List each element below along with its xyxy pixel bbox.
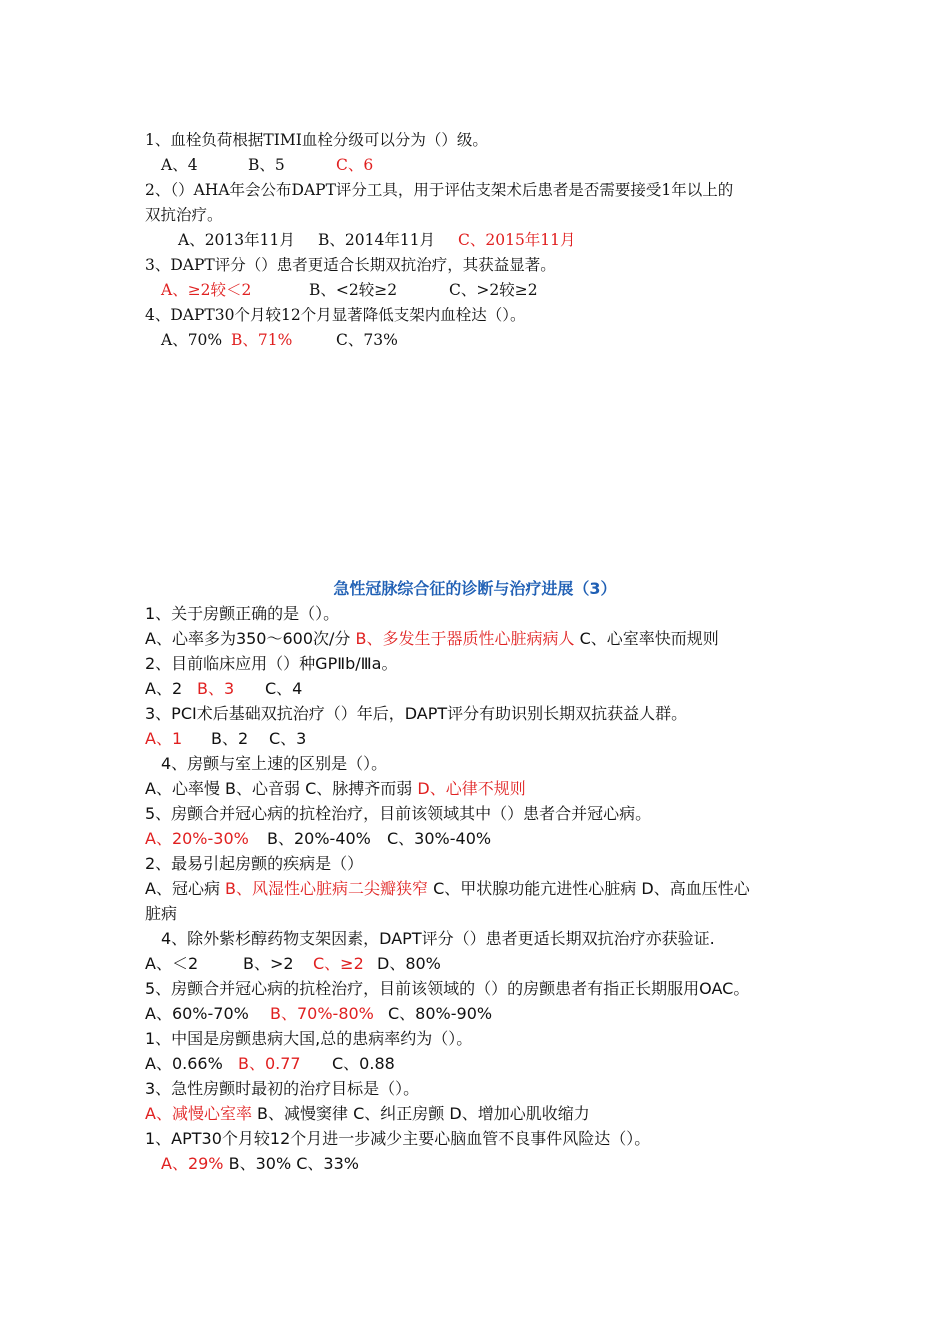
question-stem: 1、中国是房颤患病大国,总的患病率约为（）。 — [145, 1029, 473, 1048]
options-row — [161, 278, 538, 300]
option-b: B、心音弱 — [225, 779, 301, 798]
options-row — [145, 776, 526, 799]
option-b: B、5 — [248, 156, 285, 174]
option-c-answer: C、6 — [336, 156, 374, 174]
option-c: C、心室率快而规则 — [579, 629, 719, 648]
option-a: A、冠心病 — [145, 879, 220, 898]
option-a: A、4 — [161, 156, 198, 174]
question-stem: 5、房颤合并冠心病的抗栓治疗，目前该领域其中（）患者合并冠心病。 — [145, 804, 652, 823]
option-c-answer: C、≥2 — [313, 954, 364, 973]
option-a: A、70% — [161, 331, 223, 349]
option-d-continued: 脏病 — [145, 904, 178, 923]
option-a-answer: A、≥2较＜2 — [161, 281, 252, 299]
options-row — [145, 626, 719, 649]
options-row — [178, 228, 576, 250]
options-row — [161, 153, 373, 175]
question-stem: 4、除外紫杉醇药物支架因素，DAPT评分（）患者更适长期双抗治疗亦获验证. — [161, 929, 715, 948]
option-b: B、2 — [211, 729, 249, 748]
options-row — [145, 1051, 395, 1074]
section-title: 急性冠脉综合征的诊断与治疗进展（3） — [333, 579, 617, 598]
option-b: B、30% — [228, 1154, 292, 1173]
option-a-answer: A、29% — [161, 1154, 224, 1173]
option-c: C、73% — [336, 331, 398, 349]
option-a: A、心率多为350～600次/分 — [145, 629, 351, 648]
options-row — [145, 951, 441, 974]
option-c: C、4 — [265, 679, 303, 698]
question-stem: 4、房颤与室上速的区别是（）。 — [161, 754, 388, 773]
option-d-answer: D、心律不规则 — [417, 779, 526, 798]
option-b-answer: B、3 — [197, 679, 235, 698]
option-a-answer: A、1 — [145, 729, 183, 748]
options-row — [161, 328, 398, 350]
option-c: C、甲状腺功能亢进性心脏病 — [433, 879, 637, 898]
question-stem: 3、DAPT评分（）患者更适合长期双抗治疗，其获益显著。 — [145, 256, 556, 274]
option-b-answer: B、风湿性心脏病二尖瓣狭窄 — [225, 879, 429, 898]
option-a: A、2013年11月 — [178, 231, 295, 249]
options-row — [145, 1001, 492, 1024]
option-c: C、33% — [296, 1154, 359, 1173]
option-b-answer: B、71% — [231, 331, 293, 349]
option-a-answer: A、减慢心室率 — [145, 1104, 252, 1123]
question-stem: 3、急性房颤时最初的治疗目标是（）。 — [145, 1079, 420, 1098]
question-stem: 2、最易引起房颤的疾病是（） — [145, 854, 364, 873]
option-d: D、增加心肌收缩力 — [449, 1104, 590, 1123]
option-b: B、<2较≥2 — [309, 281, 398, 299]
option-d: D、高血压性心 — [641, 879, 750, 898]
options-row — [145, 826, 491, 849]
option-a: A、0.66% — [145, 1054, 223, 1073]
option-b-answer: B、多发生于器质性心脏病病人 — [355, 629, 575, 648]
option-c: C、0.88 — [332, 1054, 395, 1073]
question-stem: 3、PCI术后基础双抗治疗（）年后，DAPT评分有助识别长期双抗获益人群。 — [145, 704, 688, 723]
option-a: A、2 — [145, 679, 183, 698]
option-c: C、3 — [269, 729, 307, 748]
option-a: A、＜2 — [145, 954, 199, 973]
question-stem: 1、血栓负荷根据TIMI血栓分级可以分为（）级。 — [145, 131, 488, 149]
question-stem: 2、（）AHA年会公布DAPT评分工具，用于评估支架术后患者是否需要接受1年以上的 — [145, 181, 734, 199]
option-c: C、纠正房颤 — [353, 1104, 445, 1123]
option-c: C、>2较≥2 — [449, 281, 538, 299]
question-stem: 2、目前临床应用（）种GPⅡb/Ⅲa。 — [145, 654, 398, 673]
option-c: C、30%-40% — [387, 829, 492, 848]
option-b: B、20%-40% — [267, 829, 371, 848]
question-stem: 5、房颤合并冠心病的抗栓治疗，目前该领域的（）的房颤患者有指正长期服用OAC。 — [145, 979, 750, 998]
question-stem: 4、DAPT30个月较12个月显著降低支架内血栓达（）。 — [145, 306, 526, 324]
option-a: A、60%-70% — [145, 1004, 249, 1023]
options-row — [145, 726, 306, 749]
option-b-answer: B、70%-80% — [270, 1004, 374, 1023]
options-row — [145, 1101, 590, 1124]
options-row — [145, 876, 750, 899]
options-row — [161, 1151, 359, 1174]
options-row — [145, 676, 302, 699]
question-stem: 1、APT30个月较12个月进一步减少主要心脑血管不良事件风险达（）。 — [145, 1129, 651, 1148]
question-stem: 1、关于房颤正确的是（）。 — [145, 604, 340, 623]
option-b: B、2014年11月 — [318, 231, 436, 249]
option-b: B、>2 — [243, 954, 294, 973]
question-stem-continued: 双抗治疗。 — [145, 206, 223, 224]
option-c: C、脉搏齐而弱 — [305, 779, 413, 798]
option-b: B、减慢窦律 — [257, 1104, 349, 1123]
option-b-answer: B、0.77 — [238, 1054, 301, 1073]
option-d: D、80% — [377, 954, 441, 973]
option-a: A、心率慢 — [145, 779, 220, 798]
option-a-answer: A、20%-30% — [145, 829, 249, 848]
option-c-answer: C、2015年11月 — [458, 231, 576, 249]
option-c: C、80%-90% — [388, 1004, 493, 1023]
